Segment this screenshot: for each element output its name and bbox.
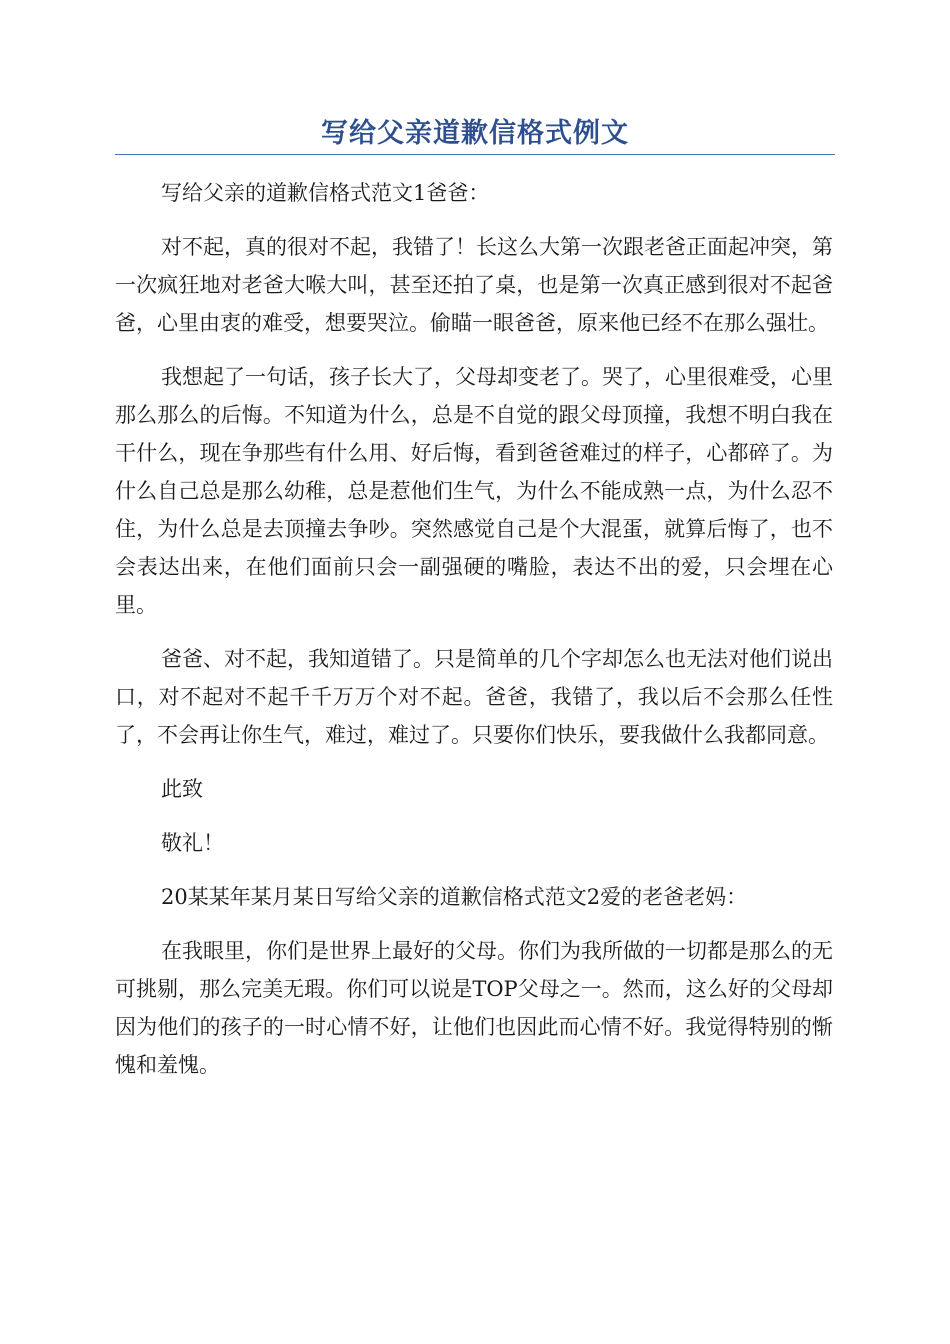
- paragraph-salutation-1: 写给父亲的道歉信格式范文1爸爸：: [161, 181, 490, 205]
- paragraph: 对不起，真的很对不起，我错了！长这么大第一次跟老爸正面起冲突，第一次疯狂地对老爸大喉大叫，甚至还拍了桌，也是第一次真正感到很对不起爸爸，心里由衷的难受，想要哭泣。偷瞄一眼爸爸，原来他已经不在那么强壮。: [115, 235, 833, 335]
- closing-line: 敬礼！: [161, 831, 224, 855]
- paragraph: 我想起了一句话，孩子长大了，父母却变老了。哭了，心里很难受，心里那么那么的后悔。不知道为什么，总是不自觉的跟父母顶撞，我想不明白我在干什么，现在争那些有什么用、好后悔，看到爸爸难过的样子，心都碎了。为什么自己总是那么幼稚，总是惹他们生气，为什么不能成熟一点，为什么忍不住，为什么总是去顶撞去争吵。突然感觉自己是个大混蛋，就算后悔了，也不会表达出来，在他们面前只会一副强硬的嘴脸，表达不出的爱，只会埋在心里。: [115, 365, 833, 617]
- title-underline: [115, 154, 835, 155]
- paragraph-salutation-2: 20某某年某月某日写给父亲的道歉信格式范文2爱的老爸老妈：: [161, 885, 748, 909]
- closing-line: 此致: [161, 777, 203, 801]
- document-title: 写给父亲道歉信格式例文: [321, 118, 629, 149]
- document-body: [115, 174, 833, 1100]
- paragraph: 在我眼里，你们是世界上最好的父母。你们为我所做的一切都是那么的无可挑剔，那么完美无瑕。你们可以说是TOP父母之一。然而，这么好的父母却因为他们的孩子的一时心情不好，让他们也因此而心情不好。我觉得特别的惭愧和羞愧。: [115, 939, 833, 1077]
- paragraph: 爸爸、对不起，我知道错了。只是简单的几个字却怎么也无法对他们说出口，对不起对不起千千万万个对不起。爸爸，我错了，我以后不会那么任性了，不会再让你生气，难过，难过了。只要你们快乐，要我做什么我都同意。: [115, 647, 833, 747]
